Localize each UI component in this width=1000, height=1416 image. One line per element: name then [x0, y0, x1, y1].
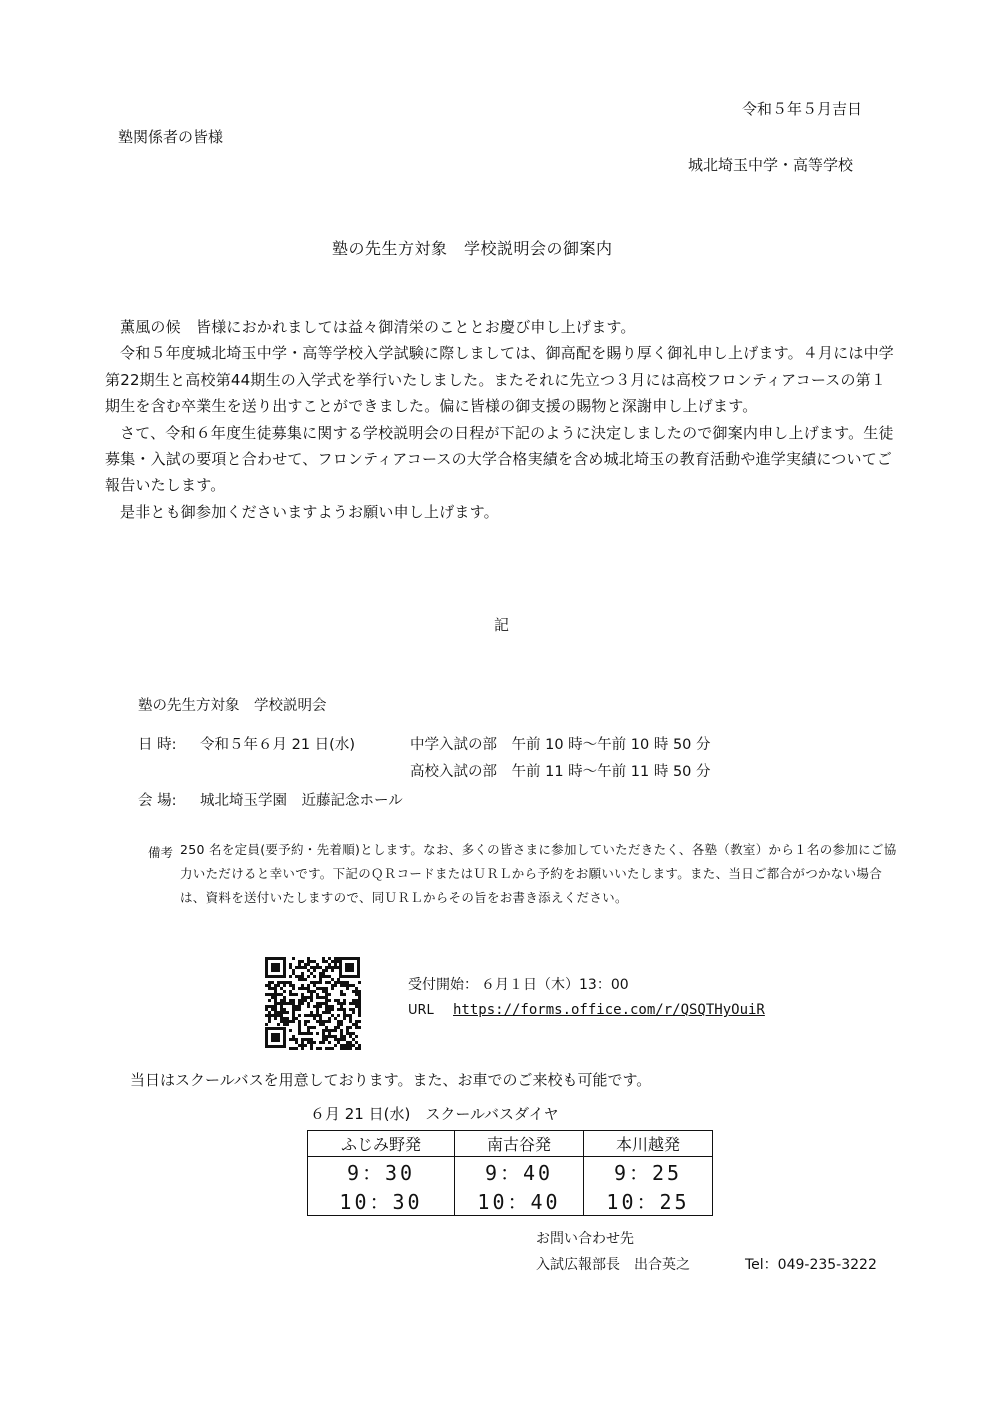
table-row [308, 1186, 713, 1216]
column-header: 南古谷発 [455, 1131, 584, 1157]
table-header-row [308, 1131, 713, 1157]
table-cell: 9：25 [584, 1157, 713, 1187]
high-school-session: 高校入試の部 午前 11 時～午前 11 時 50 分 [410, 764, 711, 780]
column-header: 本川越発 [584, 1131, 713, 1157]
sender-school: 城北埼玉中学・高等学校 [688, 156, 854, 174]
table-cell: 10：25 [584, 1186, 713, 1216]
contact-heading: お問い合わせ先 [536, 1231, 634, 1247]
body-paragraph: 是非とも御参加くださいますようお願い申し上げます。 [120, 502, 499, 521]
note-text [180, 838, 898, 909]
contact-phone: Tel：049-235-3222 [745, 1257, 877, 1273]
event-title: 塾の先生方対象 学校説明会 [138, 698, 327, 714]
document-title: 塾の先生方対象 学校説明会の御案内 [332, 239, 613, 258]
middle-school-session: 中学入試の部 午前 10 時～午前 10 時 50 分 [410, 737, 711, 753]
letter-body [105, 314, 895, 525]
url-label: URL [408, 1003, 434, 1018]
venue-label: 会 場: [138, 793, 177, 809]
note-label: 備考 [148, 845, 174, 860]
date-value: 令和５年６月 21 日(水) [200, 737, 355, 753]
date-label: 日 時: [138, 737, 177, 753]
addressee: 塾関係者の皆様 [118, 128, 224, 146]
registration-start-label: 受付開始： [408, 977, 478, 993]
registration-start-value: ６月１日（木）13：00 [481, 977, 629, 993]
body-paragraph: さて、令和６年度生徒募集に関する学校説明会の日程が下記のように決定しましたので御案内申し上げます。生徒募集・入試の要項と合わせて、フロンティアコースの大学合格実績を含め城北埼玉の教育活動や進学実績についてご報告いたします。 [105, 423, 894, 495]
table-row [308, 1157, 713, 1187]
ki-heading: 記 [494, 616, 510, 634]
table-cell: 9：40 [455, 1157, 584, 1187]
table-cell: 9：30 [308, 1157, 455, 1187]
table-cell: 10：30 [308, 1186, 455, 1216]
body-paragraph: 薫風の候 皆様におかれましては益々御清栄のこととお慶び申し上げます。 [120, 318, 636, 336]
table-cell: 10：40 [455, 1186, 584, 1216]
registration-url-link[interactable]: https://forms.office.com/r/QSQTHyOuiR [453, 1002, 765, 1018]
column-header: ふじみ野発 [308, 1131, 455, 1157]
body-paragraph: 令和５年度城北埼玉中学・高等学校入学試験に際しましては、御高配を賜り厚く御礼申し上げます。４月には中学第22期生と高校第44期生の入学式を挙行いたしました。またそれに先立つ３月には高校フロンティアコースの第１期生を含む卒業生を送り出すことができました。偏に皆様の御支援の賜物と深謝申し上げます。 [105, 344, 895, 416]
note-paragraph: 250 名を定員(要予約・先着順)とします。なお、多くの皆さまに参加していただきたく、各塾（教室）から１名の参加にご協力いただけると幸いです。下記のＱＲコードまたはＵＲＬから予約をお願いいたします。また、当日ご都合がつかない場合は、資料を送付いたしますので、同ＵＲＬからその旨をお書き添えください。 [180, 842, 897, 905]
bus-schedule-title: ６月 21 日(水) スクールバスダイヤ [310, 1105, 559, 1123]
bus-schedule-table [307, 1130, 713, 1216]
venue-value: 城北埼玉学園 近藤記念ホール [200, 793, 403, 809]
school-bus-note: 当日はスクールバスを用意しております。また、お車でのご来校も可能です。 [130, 1071, 652, 1089]
qr-code-icon[interactable] [263, 955, 362, 1050]
letter-date: 令和５年５月吉日 [742, 100, 863, 118]
contact-person: 入試広報部長 出合英之 [536, 1257, 690, 1273]
